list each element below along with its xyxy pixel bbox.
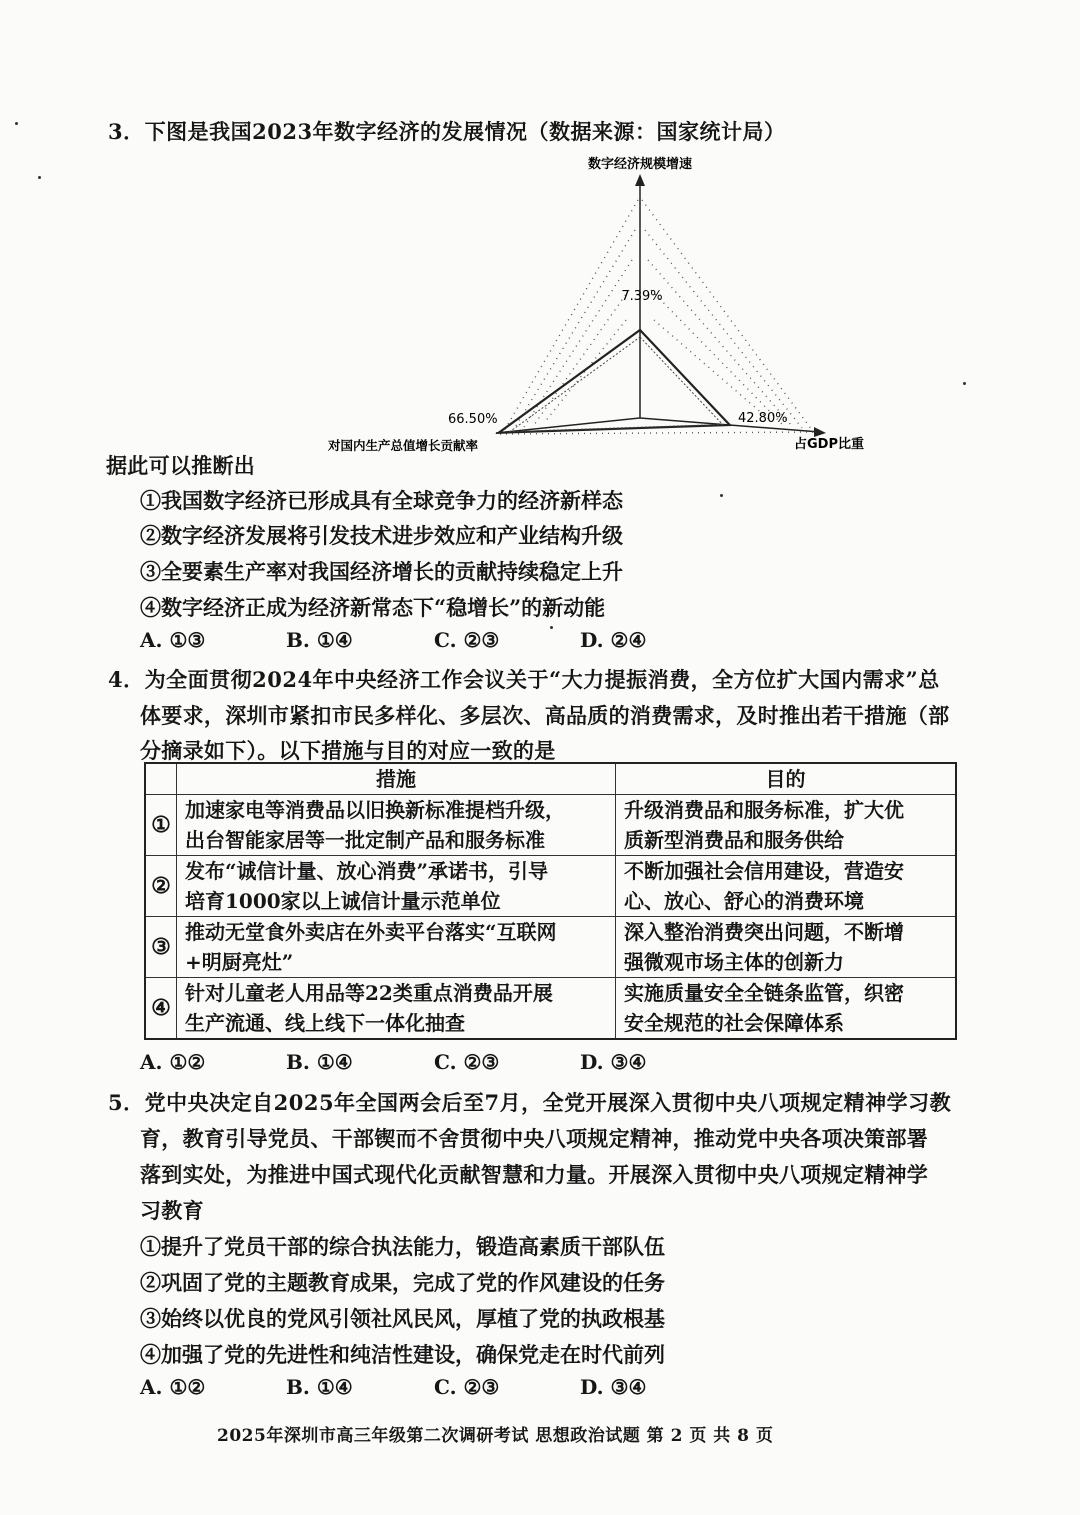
radar-grid-line [514,230,635,429]
radar-grid-line [544,320,626,423]
measure-line: 出台智能家居等一批定制产品和服务标准 [185,828,545,852]
scan-speck [38,176,41,179]
q3-option-3: ③全要素生产率对我国经济增长的贡献持续稳定上升 [140,559,623,584]
measure-line: 培育1000家以上诚信计量示范单位 [185,889,501,913]
row-number: ① [145,795,177,856]
q3-choice-c[interactable]: C. ②③ [434,628,500,652]
q4-choice-b[interactable]: B. ①④ [286,1050,353,1074]
q4-choice-d[interactable]: D. ③④ [580,1050,647,1074]
measure-line: 发布“诚信计量、放心消费”承诺书，引导 [185,859,549,883]
purpose-line: 升级消费品和服务标准，扩大优 [624,798,904,822]
radar-grid [500,200,816,434]
q5-choice-c[interactable]: C. ②③ [434,1375,500,1399]
axis-right-arrow [814,427,826,437]
scan-speck [550,626,553,629]
row-number: ② [145,856,177,917]
q3-option-1: ①我国数字经济已形成具有全球竞争力的经济新样态 [140,488,623,513]
q5-option-1: ①提升了党员干部的综合执法能力，锻造高素质干部队伍 [140,1234,665,1259]
measures-table [144,762,957,1040]
value-label-right: 42.80% [738,411,788,426]
row-purpose [616,856,957,917]
radar-series-polygon [499,330,730,433]
table-header-row [145,763,956,795]
radar-grid-line [648,260,792,426]
row-measure [177,856,616,917]
q4-line-3: 分摘录如下）。以下措施与目的对应一致的是 [140,738,556,763]
q5-line-2: 育，教育引导党员、干部锲而不舍贯彻中央八项规定精神，推动党中央各项决策部署 [140,1126,929,1151]
row-number: ④ [145,978,177,1040]
q5-line-3: 落到实处，为推进中国式现代化贡献智慧和力量。开展深入贯彻中央八项规定精神学 [140,1162,929,1187]
purpose-line: 强微观市场主体的创新力 [624,950,844,974]
radar-grid-line [642,200,812,430]
radar-grid-line [645,230,802,428]
q3-choices [140,628,646,652]
axis-top-label: 数字经济规模增速 [587,157,693,172]
radar-grid-line [500,432,816,434]
purpose-line: 不断加强社会信用建设，营造安 [624,859,904,883]
value-label-top: 7.39% [621,289,663,304]
measure-line: 生产流通、线上线下一体化抽查 [185,1011,465,1035]
q5-option-3: ③始终以优良的党风引领社风民风，厚植了党的执政根基 [140,1306,665,1331]
q3-choice-a[interactable]: A. ①③ [140,628,206,652]
scan-speck [15,122,18,125]
row-number: ③ [145,917,177,978]
q3-option-4: ④数字经济正成为经济新常态下“稳增长”的新动能 [140,595,606,620]
radar-chart [320,150,880,460]
radar-grid-line [504,200,638,431]
q5-option-2: ②巩固了党的主题教育成果，完成了党的作风建设的任务 [140,1270,665,1295]
purpose-line: 实施质量安全全链条监管，织密 [624,981,904,1005]
q5-option-4: ④加强了党的先进性和纯洁性建设，确保党走在时代前列 [140,1342,665,1367]
purpose-line: 安全规范的社会保障体系 [624,1011,844,1035]
q4-line-1: 4．为全面贯彻2024年中央经济工作会议关于“大力提振消费，全方位扩大国内需求”总 [108,667,940,692]
q3-stem: 据此可以推断出 [106,453,256,478]
row-measure [177,978,616,1040]
q5-choice-b[interactable]: B. ①④ [286,1375,353,1399]
scan-speck [720,494,723,497]
measure-line: 推动无堂食外卖店在外卖平台落实“互联网 [185,920,557,944]
table-header-measure: 措施 [177,763,616,795]
row-measure [177,917,616,978]
q3-choice-d[interactable]: D. ②④ [580,628,647,652]
q5-choices [140,1375,646,1399]
row-measure [177,795,616,856]
measure-line: 加速家电等消费品以旧换新标准提档升级， [185,798,565,822]
measure-line: 针对儿童老人用品等22类重点消费品开展 [185,981,553,1005]
scan-speck [963,382,966,385]
axis-top-arrow [635,174,645,186]
measure-line: +明厨亮灶” [185,950,294,974]
purpose-line: 深入整治消费突出问题，不断增 [624,920,904,944]
value-label-left: 66.50% [448,412,498,427]
row-purpose [616,978,957,1040]
table-row [145,978,956,1040]
q4-choice-c[interactable]: C. ②③ [434,1050,500,1074]
radar-grid-line [534,290,629,425]
q5-choice-d[interactable]: D. ③④ [580,1375,647,1399]
q5-choice-a[interactable]: A. ①② [140,1375,206,1399]
row-purpose [616,795,957,856]
purpose-line: 心、放心、舒心的消费环境 [624,889,864,913]
table-row [145,856,956,917]
q4-line-2: 体要求，深圳市紧扣市民多样化、多层次、高品质的消费需求，及时推出若干措施（部 [140,703,950,728]
table-header-purpose: 目的 [616,763,957,795]
q5-line-4: 习教育 [140,1198,204,1223]
q3-title: 3．下图是我国2023年数字经济的发展情况（数据来源：国家统计局） [108,119,786,144]
table-row [145,795,956,856]
q3-option-2: ②数字经济发展将引发技术进步效应和产业结构升级 [140,523,623,548]
table-row [145,917,956,978]
axis-right-label: 占GDP比重 [794,437,864,452]
table-header-num [145,763,177,795]
q5-line-1: 5．党中央决定自2025年全国两会后至7月，全党开展深入贯彻中央八项规定精神学习教 [108,1090,952,1115]
radar-grid-line [651,290,782,424]
row-purpose [616,917,957,978]
q4-choices [140,1050,646,1074]
purpose-line: 质新型消费品和服务供给 [624,828,844,852]
q4-choice-a[interactable]: A. ①② [140,1050,206,1074]
axis-left-label: 对国内生产总值增长贡献率 [328,438,479,453]
q3-choice-b[interactable]: B. ①④ [286,628,353,652]
page-footer: 2025年深圳市高三年级第二次调研考试 思想政治试题 第 2 页 共 8 页 [217,1426,774,1446]
